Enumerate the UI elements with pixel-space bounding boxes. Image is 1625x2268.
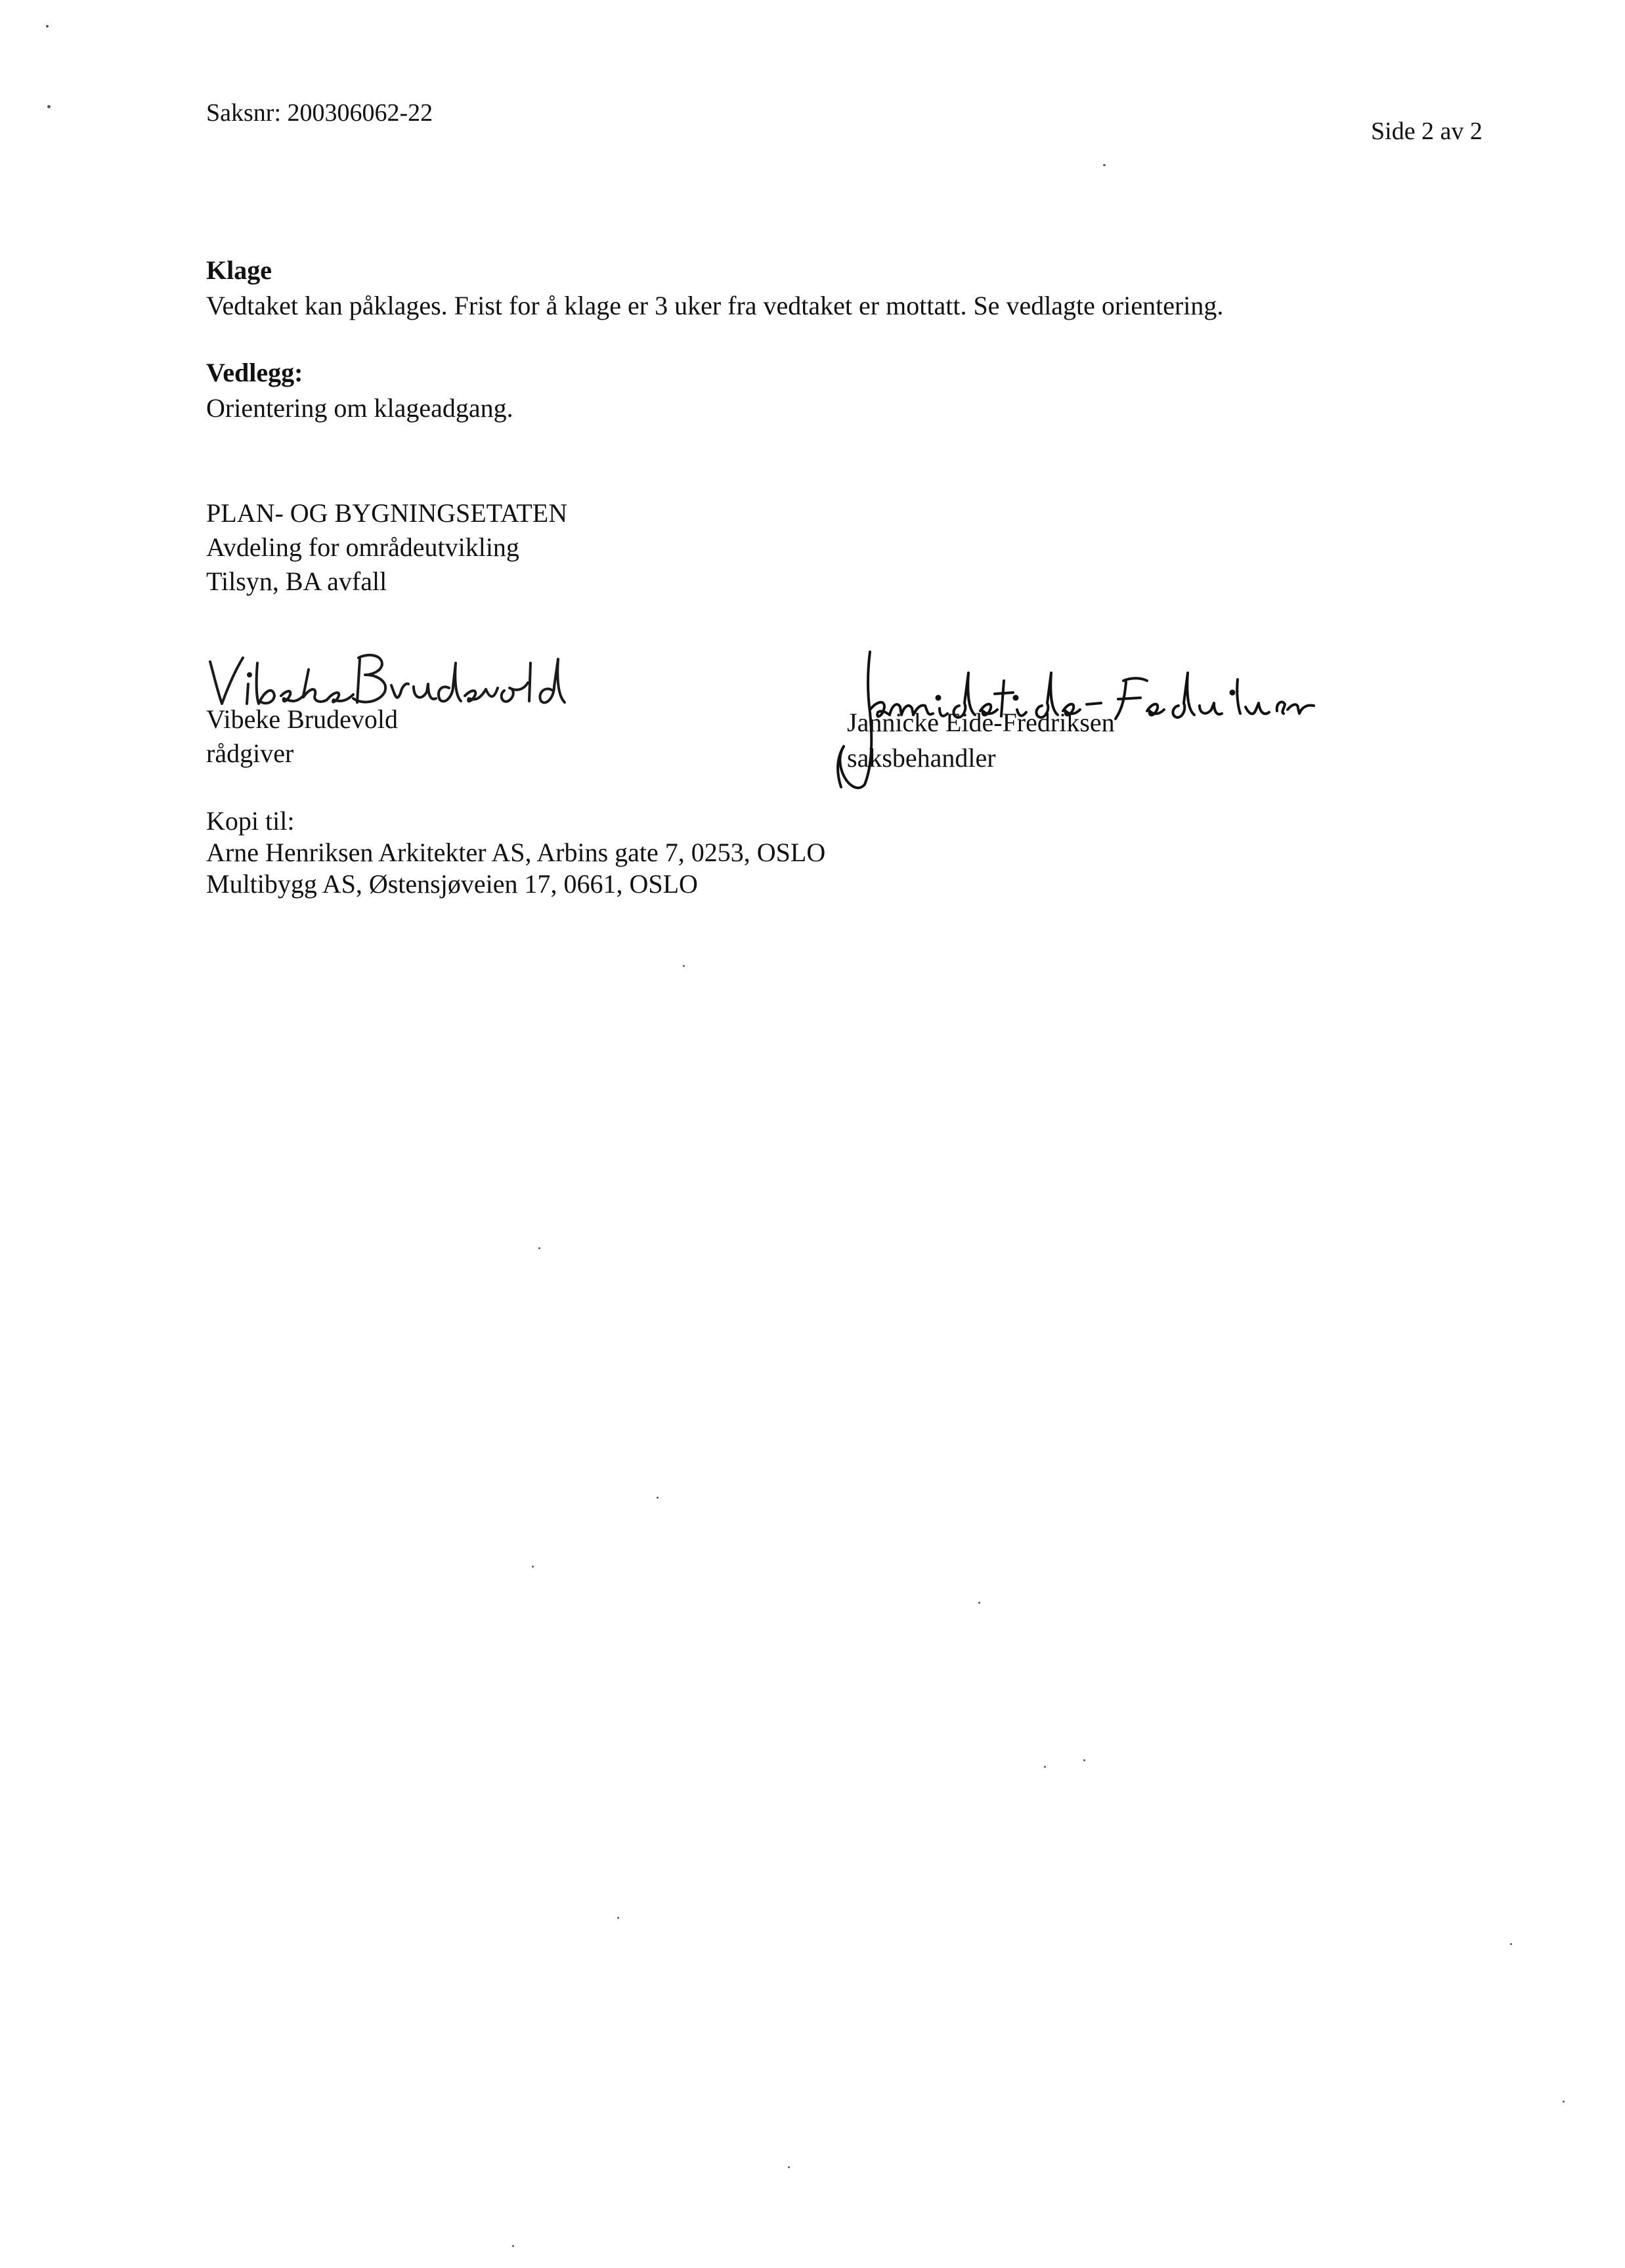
signer2-title: saksbehandler: [847, 743, 996, 773]
klage-heading: Klage: [206, 255, 272, 285]
signer2-block: [847, 706, 1115, 777]
vedlegg-heading: Vedlegg:: [206, 358, 303, 387]
signer2-name: Jannicke Eide-Fredriksen: [847, 708, 1115, 737]
klage-text: Vedtaket kan påklages. Frist for å klage er 3 uker fra vedtaket er mottatt. Se vedlagte orientering.: [206, 291, 1224, 320]
signer1-name: Vibeke Brudevold: [206, 704, 398, 734]
vedlegg-text: Orientering om klageadgang.: [206, 393, 513, 423]
organization-department: Avdeling for områdeutvikling: [206, 532, 519, 562]
case-number: Saksnr: 200306062-22: [206, 99, 433, 127]
organization-name: PLAN- OG BYGNINGSETATEN: [206, 498, 568, 528]
copy-block: [206, 804, 825, 899]
signer1-block: [206, 702, 398, 771]
page-number: Side 2 av 2: [1371, 118, 1483, 145]
organization-unit: Tilsyn, BA avfall: [206, 567, 387, 596]
copy-heading: Kopi til:: [206, 806, 295, 836]
copy-recipient: Multibygg AS, Østensjøveien 17, 0661, OSLO: [206, 869, 698, 899]
organization-block: [206, 496, 567, 599]
signer1-title: rådgiver: [206, 738, 294, 768]
copy-recipient: Arne Henriksen Arkitekter AS, Arbins gate 7, 0253, OSLO: [206, 838, 826, 867]
